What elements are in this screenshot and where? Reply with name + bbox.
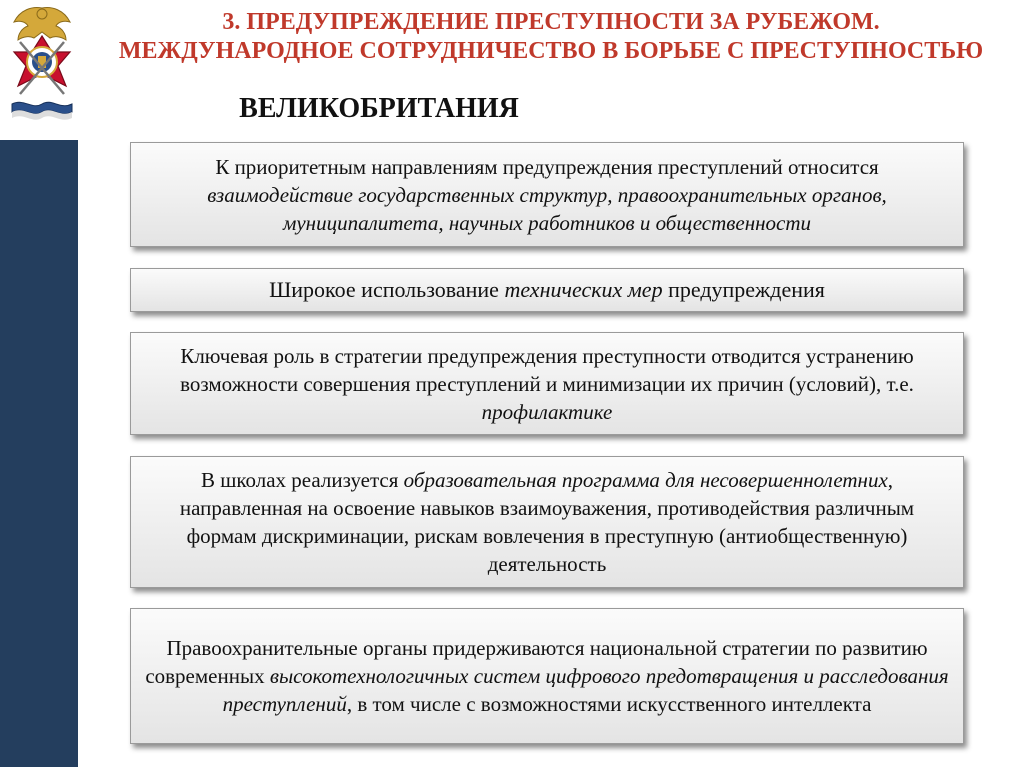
priority-areas-box: [130, 142, 964, 247]
box-2-text-b: предупреждения: [668, 277, 825, 302]
prevention-strategy-box: [130, 332, 964, 435]
law-enforcement-strategy-box: [130, 608, 964, 744]
box-4-text-b: , направленная на освоение навыков взаимоуважения, противодействия различным формам дискриминации, рискам вовлечения в преступную (антиобщественную) деятельность: [179, 468, 915, 576]
slide-title: [84, 8, 1018, 66]
academy-emblem-icon: [6, 2, 78, 128]
box-4-text-a: В школах реализуется: [200, 468, 399, 492]
box-1-italic: взаимодействие государственных структур, правоохранительных органов, муниципалитета, научных работников и общественности: [207, 182, 887, 235]
box-3-italic: профилактике: [481, 399, 613, 424]
box-2-text-a: Широкое использование: [269, 277, 499, 302]
left-sidebar-bar: [0, 140, 78, 767]
title-line-1: 3. ПРЕДУПРЕЖДЕНИЕ ПРЕСТУПНОСТИ ЗА РУБЕЖОМ.: [222, 9, 880, 35]
box-5-text-a: Правоохранительные органы придерживаются национальной стратегии по развитию современных: [145, 636, 928, 688]
box-3-text: Ключевая роль в стратегии предупреждения преступности отводится устранению возможности совершения преступлений и минимизации их причин (условий), т.е.: [180, 343, 914, 396]
technical-measures-box: [130, 268, 964, 312]
box-5-italic: высокотехнологичных систем цифрового предотвращения и расследования преступлений: [222, 664, 949, 716]
box-1-text: К приоритетным направлениям предупреждения преступлений относится: [215, 154, 879, 179]
box-4-italic: образовательная программа для несовершеннолетних: [403, 468, 888, 492]
school-program-box: [130, 456, 964, 588]
box-2-italic: технических мер: [504, 277, 663, 302]
title-line-2: МЕЖДУНАРОДНОЕ СОТРУДНИЧЕСТВО В БОРЬБЕ С ПРЕСТУПНОСТЬЮ: [118, 38, 984, 64]
box-5-text-b: , в том числе с возможностями искусственного интеллекта: [346, 692, 872, 716]
country-heading: ВЕЛИКОБРИТАНИЯ: [239, 93, 519, 124]
